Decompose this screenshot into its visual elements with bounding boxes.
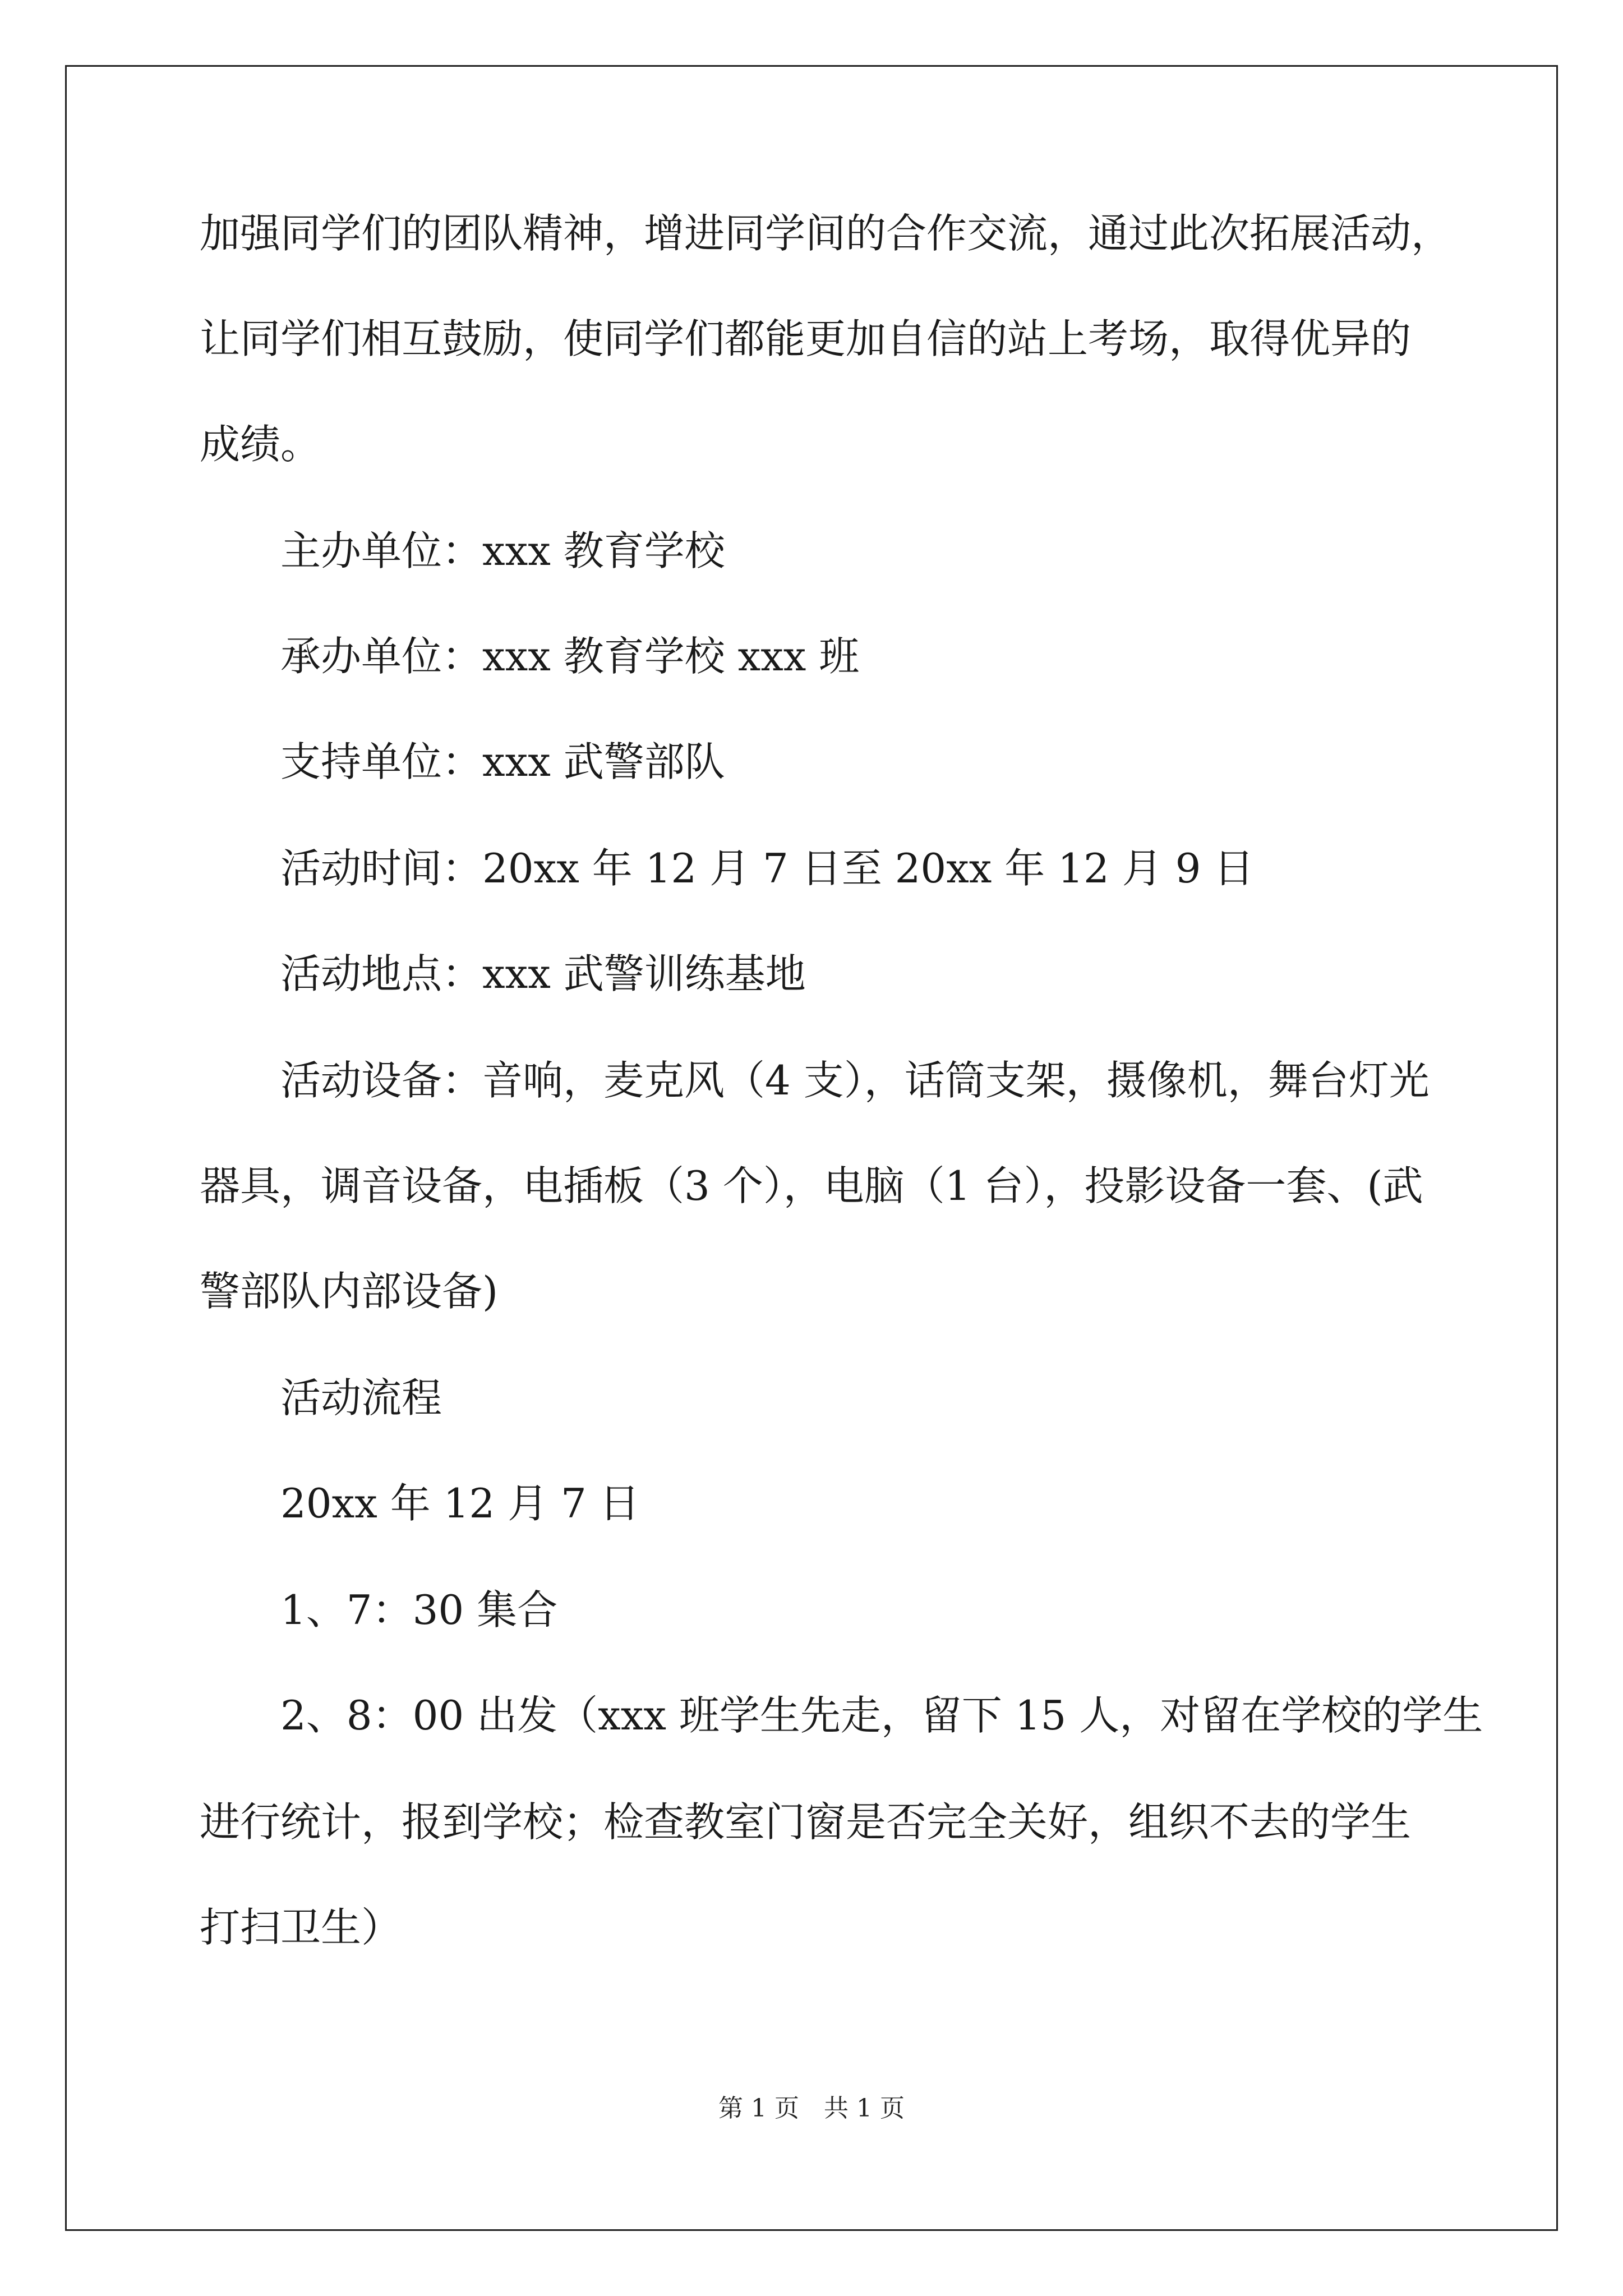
co-organizer-line: 承办单位：xxx 教育学校 xxx 班: [280, 633, 860, 680]
paragraph-line: 让同学们相互鼓励，使同学们都能更加自信的站上考场，取得优异的: [200, 315, 1412, 362]
activity-location-line: 活动地点：xxx 武警训练基地: [280, 950, 806, 997]
paragraph-line: 加强同学们的团队精神，增进同学间的合作交流，通过此次拓展活动，: [200, 210, 1452, 257]
paragraph-line: 成绩。: [200, 421, 321, 468]
schedule-item: 打扫卫生）: [200, 1904, 402, 1951]
schedule-item: 进行统计，报到学校；检查教室门窗是否完全关好，组织不去的学生: [200, 1798, 1412, 1846]
equipment-line: 活动设备：音响，麦克风（4 支），话筒支架，摄像机，舞台灯光: [280, 1057, 1430, 1104]
section-heading: 活动流程: [280, 1374, 442, 1421]
activity-time-line: 活动时间：20xx 年 12 月 7 日至 20xx 年 12 月 9 日: [280, 845, 1255, 892]
date-line: 20xx 年 12 月 7 日: [280, 1480, 640, 1527]
page-footer: 第 1 页 共 1 页: [718, 2094, 905, 2123]
equipment-line: 警部队内部设备): [200, 1268, 499, 1315]
supporter-line: 支持单位：xxx 武警部队: [280, 738, 725, 785]
schedule-item: 2、8：00 出发（xxx 班学生先走，留下 15 人，对留在学校的学生: [280, 1692, 1483, 1739]
organizer-line: 主办单位：xxx 教育学校: [280, 527, 725, 574]
schedule-item: 1、7：30 集合: [280, 1586, 558, 1634]
equipment-line: 器具，调音设备，电插板（3 个），电脑（1 台），投影设备一套、(武: [200, 1162, 1423, 1209]
